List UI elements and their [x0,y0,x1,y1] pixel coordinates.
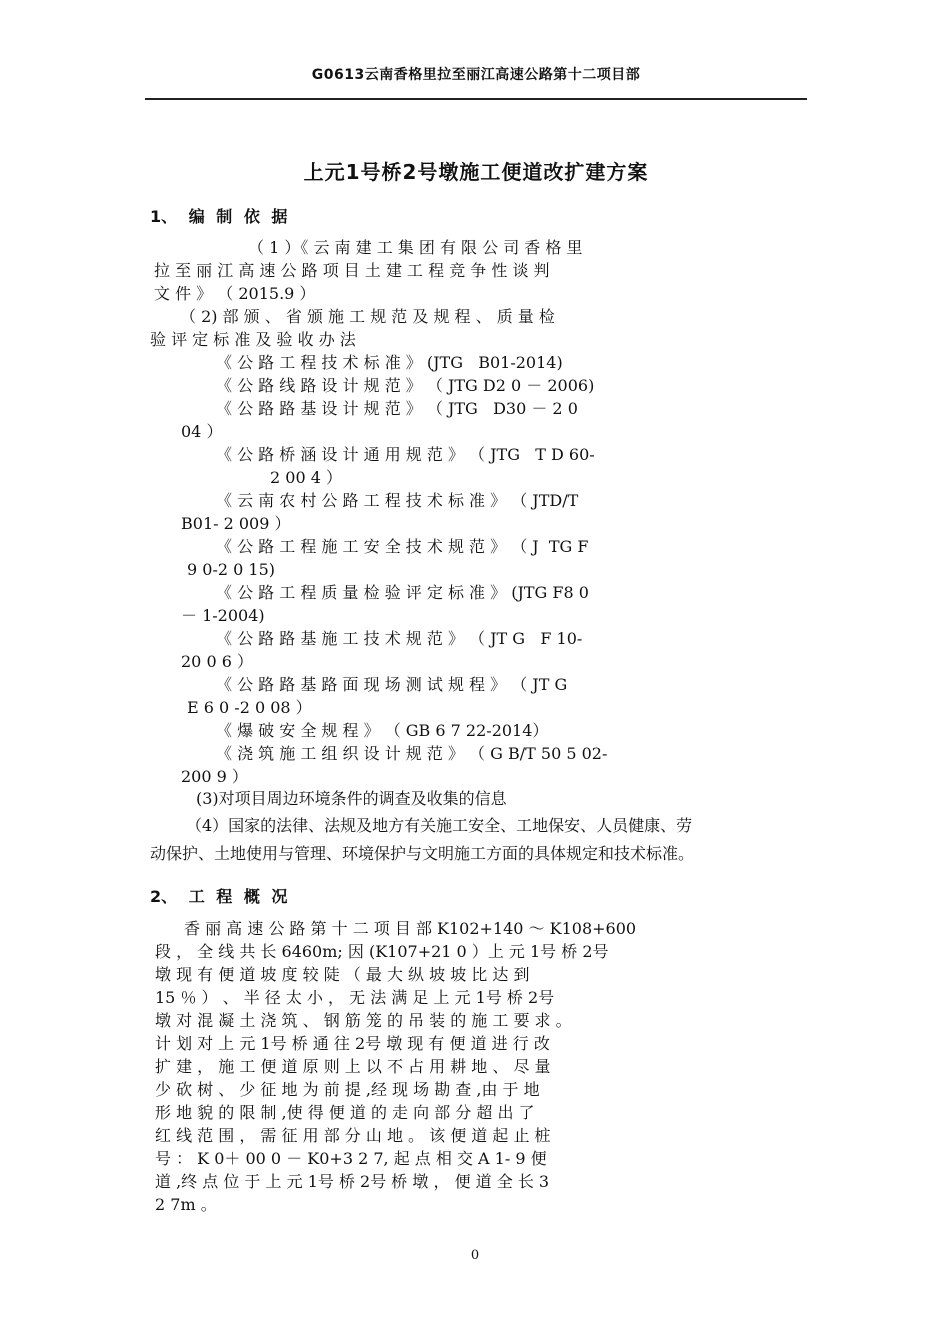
section-2-line: 香 丽 高 速 公 路 第 十 二 项 目 部 K102+140 ～ K108+600 [184,919,637,938]
section-1-line: 《 浇 筑 施 工 组 织 设 计 规 范 》 （ G B/T 50 5 02- [216,744,608,763]
section-1-line: 《 公 路 线 路 设 计 规 范 》 （ JTG D2 0 － 2006) [216,376,595,395]
section-1-line: （4）国家的法律、法规及地方有关施工安全、工地保安、人员健康、劳 [186,816,693,835]
section-1-heading: 1、 编 制 依 据 [150,207,288,226]
section-1-line: 《 公 路 桥 涵 设 计 通 用 规 范 》 （ JTG T D 60- [216,445,595,464]
section-1-line: 9 0-2 0 15) [187,560,275,579]
section-1-line: （ 2) 部 颁 、 省 颁 施 工 规 范 及 规 程 、 质 量 检 [180,307,555,326]
section-2-line: 墩 对 混 凝 土 浇 筑 、 钢 筋 笼 的 吊 装 的 施 工 要 求 。 [155,1011,572,1030]
section-1-line: 《 公 路 工 程 技 术 标 准 》 (JTG B01-2014) [216,353,563,372]
page-number: 0 [470,1248,480,1263]
section-1-line: (3)对项目周边环境条件的调查及收集的信息 [196,789,507,808]
section-2-line: 段 ， 全 线 共 长 6460m; 因 (K107+21 0 ）上 元 1号 桥 2号 [155,942,609,961]
section-2-line: 道 ,终 点 位 于 上 元 1号 桥 2号 桥 墩 ， 便 道 全 长 3 [155,1172,550,1191]
section-1-line: － 1-2004) [181,606,265,625]
section-1-line: 20 0 6 ） [181,652,253,671]
section-2-heading: 2、 工 程 概 况 [150,887,288,906]
section-1-line: （ 1 ）《 云 南 建 工 集 团 有 限 公 司 香 格 里 [248,238,583,257]
section-2-line: 2 7m 。 [155,1195,217,1214]
section-1-line: B01- 2 009 ） [181,514,291,533]
section-1-line: 2 00 4 ） [270,468,342,487]
section-2-line: 少 砍 树 、 少 征 地 为 前 提 ,经 现 场 勘 查 ,由 于 地 [155,1080,540,1099]
section-1-line: 拉 至 丽 江 高 速 公 路 项 目 土 建 工 程 竞 争 性 谈 判 [154,261,550,280]
section-1-line: 《 爆 破 安 全 规 程 》 （ GB 6 7 22-2014） [216,721,549,740]
running-header: G0613云南香格里拉至丽江高速公路第十二项目部 [311,67,641,83]
section-2-line: 号 ： K 0＋ 00 0 － K0+3 2 7, 起 点 相 交 A 1- 9 便 [155,1149,547,1168]
header-divider [145,98,807,100]
section-1-line: 文 件 》 （ 2015.9 ） [154,284,316,303]
section-1-line: 动保护、土地使用与管理、环境保护与文明施工方面的具体规定和技术标准。 [150,844,695,863]
section-1-line: 《 公 路 路 基 施 工 技 术 规 范 》 （ JT G F 10- [216,629,583,648]
section-2-line: 墩 现 有 便 道 坡 度 较 陡 （ 最 大 纵 坡 坡 比 达 到 [155,965,530,984]
section-2-line: 计 划 对 上 元 1号 桥 通 往 2号 墩 现 有 便 道 进 行 改 [155,1034,550,1053]
section-1-line: 200 9 ） [181,767,248,786]
section-2-line: 15 ％ ） 、 半 径 太 小 ， 无 法 满 足 上 元 1号 桥 2号 [155,988,555,1007]
section-1-line: 验 评 定 标 准 及 验 收 办 法 [150,330,356,349]
document-title: 上元1号桥2号墩施工便道改扩建方案 [303,160,649,184]
section-1-line: 《 公 路 路 基 路 面 现 场 测 试 规 程 》 （ JT G [216,675,568,694]
section-2-line: 红 线 范 围 ， 需 征 用 部 分 山 地 。 该 便 道 起 止 桩 [155,1126,551,1145]
section-2-line: 扩 建 ， 施 工 便 道 原 则 上 以 不 占 用 耕 地 、 尽 量 [155,1057,551,1076]
section-1-line: 《 公 路 路 基 设 计 规 范 》 （ JTG D30 － 2 0 [216,399,578,418]
section-2-line: 形 地 貌 的 限 制 ,使 得 便 道 的 走 向 部 分 超 出 了 [155,1103,535,1122]
section-1-line: 04 ） [181,422,223,441]
section-1-line: 《 云 南 农 村 公 路 工 程 技 术 标 准 》 （ JTD/T [216,491,579,510]
section-1-line: E 6 0 -2 0 08 ） [187,698,312,717]
section-1-line: 《 公 路 工 程 质 量 检 验 评 定 标 准 》 (JTG F8 0 [216,583,589,602]
section-1-line: 《 公 路 工 程 施 工 安 全 技 术 规 范 》 （ J TG F [216,537,589,556]
